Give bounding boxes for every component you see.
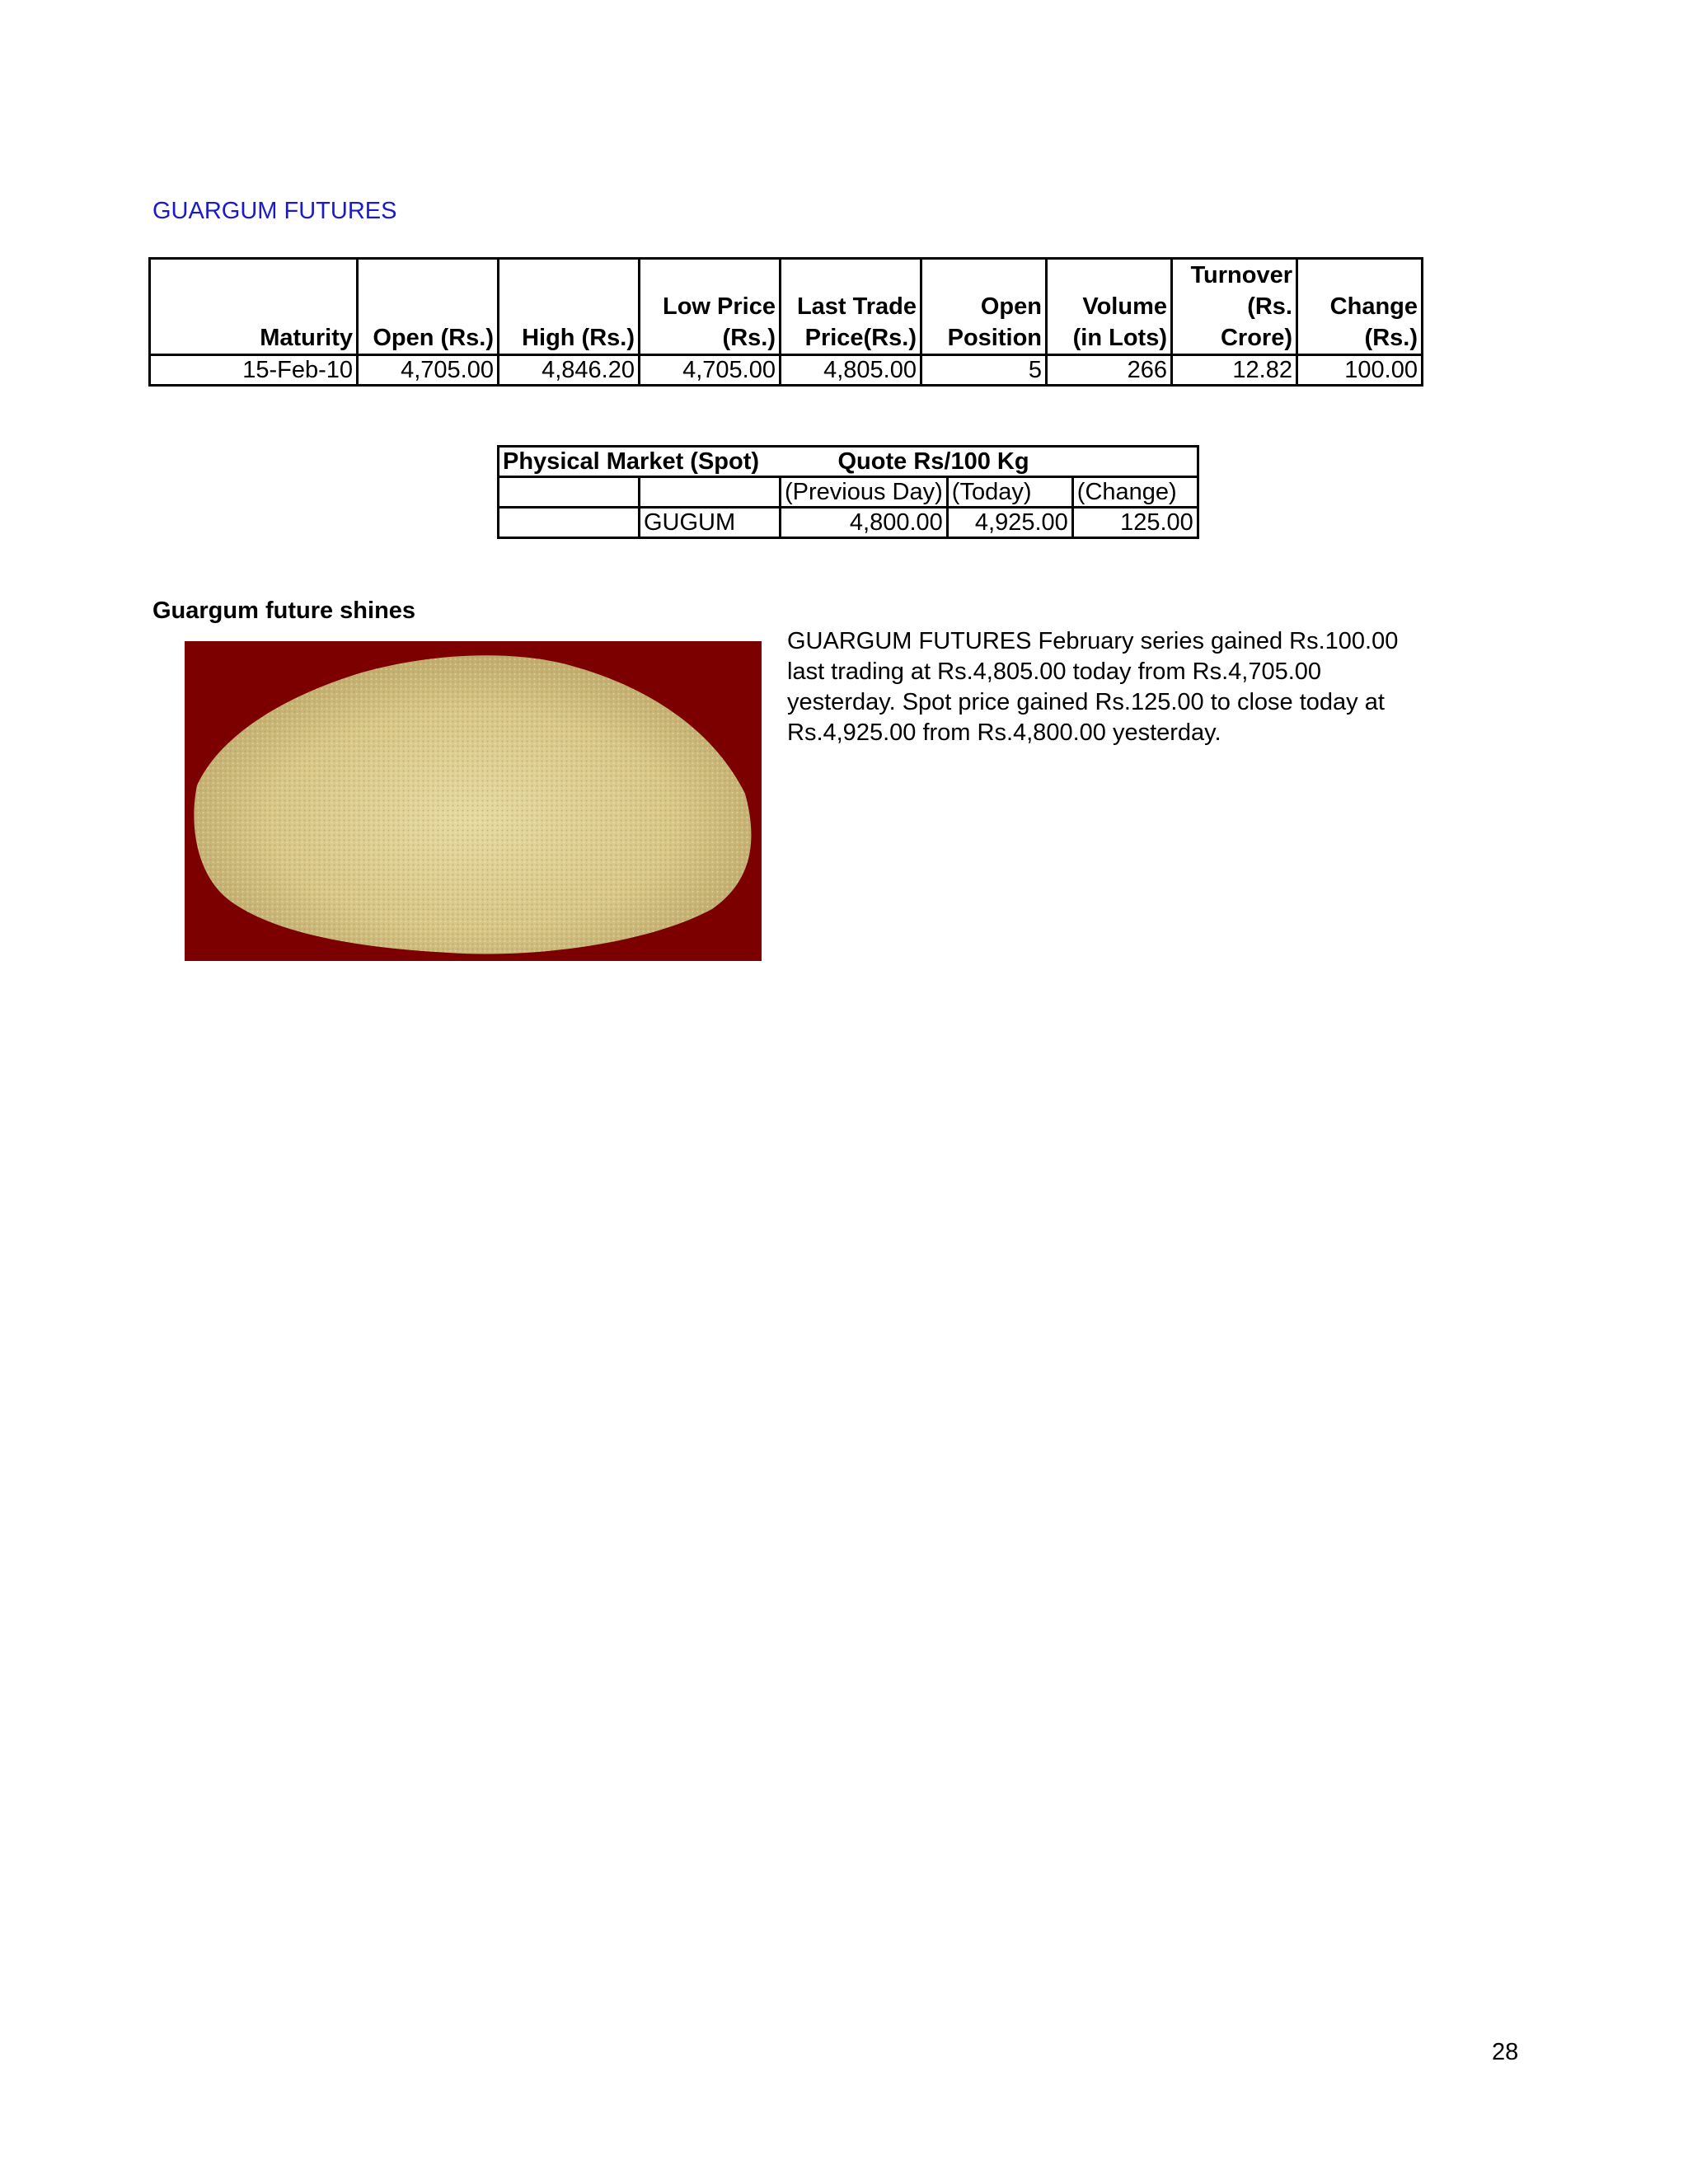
guargum-photo xyxy=(185,641,762,961)
spot-subheader-previous-day: (Previous Day) xyxy=(781,477,948,508)
spot-subheader-blank-1 xyxy=(499,477,640,508)
cell-open: 4,705.00 xyxy=(358,355,499,386)
page-number: 28 xyxy=(1492,2039,1519,2065)
futures-table xyxy=(148,257,1423,387)
guargum-pile-image xyxy=(185,641,762,961)
header-low-price: Low Price (Rs.) xyxy=(640,259,781,355)
header-turnover: Turnover (Rs. Crore) xyxy=(1172,259,1297,355)
spot-header-row xyxy=(499,447,1198,477)
spot-header-label: Physical Market (Spot) xyxy=(499,447,781,477)
header-open: Open (Rs.) xyxy=(358,259,499,355)
cell-open-position: 5 xyxy=(921,355,1047,386)
article-heading: Guargum future shines xyxy=(152,598,416,624)
cell-last-trade: 4,805.00 xyxy=(781,355,921,386)
futures-title: GUARGUM FUTURES xyxy=(152,198,397,224)
table-row xyxy=(499,508,1198,538)
spot-table xyxy=(497,445,1199,539)
header-maturity: Maturity xyxy=(150,259,358,355)
header-open-position: Open Position xyxy=(921,259,1047,355)
table-row xyxy=(150,355,1423,386)
spot-subheader-change: (Change) xyxy=(1072,477,1198,508)
spot-cell-previous: 4,800.00 xyxy=(781,508,948,538)
spot-subheader-blank-2 xyxy=(640,477,781,508)
spot-quote-label: Quote Rs/100 Kg xyxy=(781,447,1198,477)
cell-low: 4,705.00 xyxy=(640,355,781,386)
futures-header-row xyxy=(150,259,1423,355)
spot-cell-commodity: GUGUM xyxy=(640,508,781,538)
cell-maturity: 15-Feb-10 xyxy=(150,355,358,386)
spot-subheader-today: (Today) xyxy=(947,477,1072,508)
header-change: Change (Rs.) xyxy=(1297,259,1423,355)
spot-subheader-row xyxy=(499,477,1198,508)
header-last-trade: Last Trade Price(Rs.) xyxy=(781,259,921,355)
cell-change: 100.00 xyxy=(1297,355,1423,386)
cell-high: 4,846.20 xyxy=(499,355,640,386)
spot-cell-blank xyxy=(499,508,640,538)
spot-cell-today: 4,925.00 xyxy=(947,508,1072,538)
article-body: GUARGUM FUTURES February series gained Rs.100.00 last trading at Rs.4,805.00 today from Rs.4,705.00 yesterday. Spot price gained Rs.125.00 to close today at Rs.4,925.00 from Rs.4,800.00 yesterday. xyxy=(787,628,1399,746)
header-high: High (Rs.) xyxy=(499,259,640,355)
cell-volume: 266 xyxy=(1047,355,1172,386)
cell-turnover: 12.82 xyxy=(1172,355,1297,386)
header-volume: Volume (in Lots) xyxy=(1047,259,1172,355)
spot-cell-change: 125.00 xyxy=(1072,508,1198,538)
